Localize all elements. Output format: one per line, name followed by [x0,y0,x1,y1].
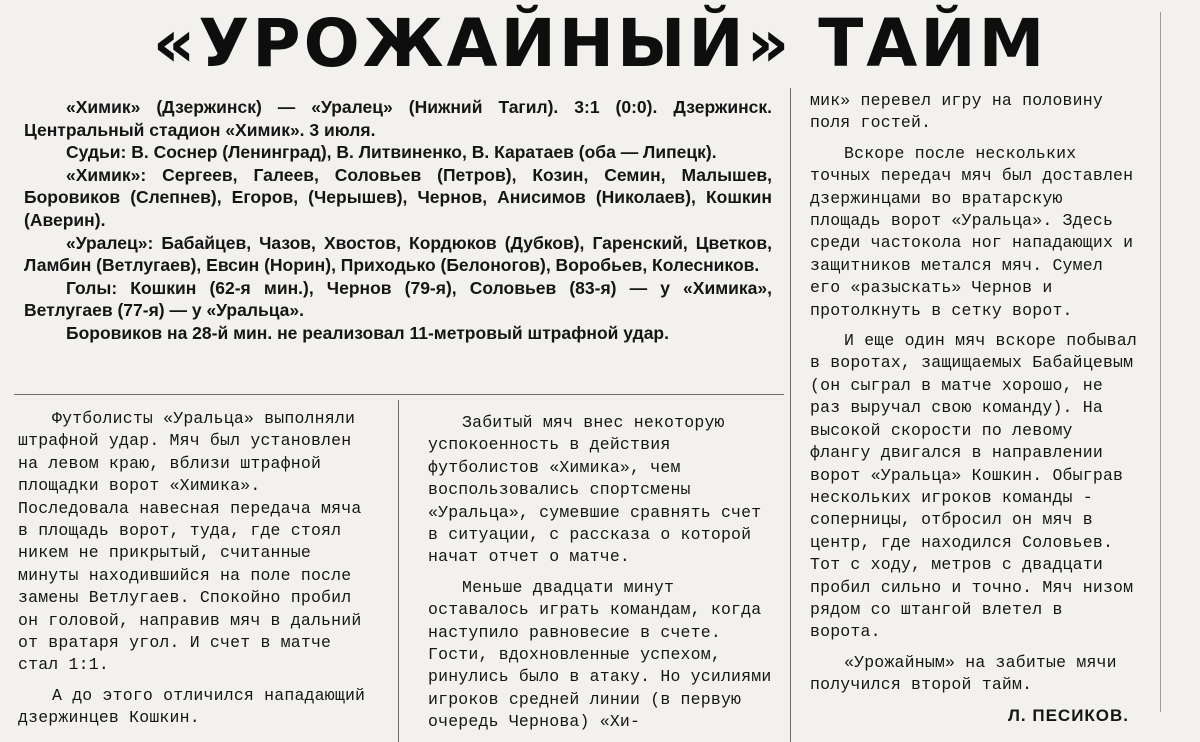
page-fold-line [1160,12,1161,712]
lineup-khimik: «Химик»: Сергеев, Галеев, Соловьев (Петров), Козин, Семин, Малышев, Боровиков (Слепнев), Егоров, (Черышев), Чернов, Анисимов (Николаев), Кошкин (Аверин). [24,164,772,230]
article-column-1 [18,408,372,738]
paragraph: А до этого отличился нападающий дзержинцев Кошкин. [18,685,366,728]
bleed-through-right [1145,30,1200,710]
article-column-2 [428,412,778,742]
author-signature: Л. ПЕСИКОВ. [1008,706,1130,725]
paragraph: Футболисты «Уральца» выполняли штрафной удар. Мяч был установлен на левом краю, вблизи штрафной площадки ворот «Химика». Последовала навесная передача мяча в площадь ворот, туда, где стоял никем не прикрытый, считанные минуты находившийся на поле после замены Ветлугаев. Спокойно пробил он головой, направив мяч в дальний от вратаря угол. И счет в матче стал 1:1. [18,409,362,675]
referees: Судьи: В. Соснер (Ленинград), В. Литвиненко, В. Каратаев (оба — Липецк). [66,142,717,163]
article-column-3 [810,90,1140,705]
paragraph: «Урожайным» на забитые мячи получился второй тайм. [810,652,1117,695]
missed-penalty: Боровиков на 28-й мин. не реализовал 11-метровый штрафной удар. [66,322,669,343]
paragraph: И еще один мяч вскоре побывал в воротах, защищаемых Бабайцевым (он сыграл в матче хорошо, не раз выручал свою команду). На высокой скорости по левому флангу двигался в направлении ворот «Уральца» Кошкин. Обыграв нескольких игроков команды - соперницы, отбросил он мяч в центр, где находился Соловьев. Тот с ходу, метров с двадцати пробил сильно и точно. Мяч низом рядом со штангой влетел в ворота. [810,331,1137,642]
goals: Голы: Кошкин (62-я мин.), Чернов (79-я), Соловьев (83-я) — у «Химика», Ветлугаев (77-я) — у «Уральца». [24,277,772,321]
match-result: «Химик» (Дзержинск) — «Уралец» (Нижний Тагил). 3:1 (0:0). Дзержинск. Центральный стадион «Химик». 3 июля. [24,97,772,140]
lineup-uralets: «Уралец»: Бабайцев, Чазов, Хвостов, Кордюков (Дубков), Гаренский, Цветков, Ламбин (Ветлугаев), Евсин (Норин), Приходько (Белоногов), Воробьев, Колесников. [24,232,772,276]
paragraph: Меньше двадцати минут оставалось играть командам, когда наступило равновесие в счете. Гости, вдохновленные успехом, ринулись было в атаку. Но усилиями игроков средней линии (в первую очередь Чернова) «Хи- [428,577,772,732]
column-divider-1 [398,400,399,742]
paragraph: Забитый мяч внес некоторую успокоенность в действия футболистов «Химика», чем воспользовались спортсмены «Уральца», сумевшие сравнять счет в ситуации, с рассказа о которой начат отчет о матче. [428,413,762,567]
match-summary [24,96,772,345]
article-headline: «УРОЖАЙНЫЙ» ТАЙМ [152,5,1048,82]
column-divider-2 [790,88,791,742]
paragraph: Вскоре после нескольких точных передач мяч был доставлен дзержинцами во вратарскую площадь ворот «Уральца». Здесь среди частокола ног нападающих и защитников метался мяч. Сумел его «разыскать» Чернов и протолкнуть в сетку ворот. [810,143,1134,320]
paragraph: мик» перевел игру на половину поля гостей. [810,91,1103,133]
horizontal-divider [14,394,784,395]
